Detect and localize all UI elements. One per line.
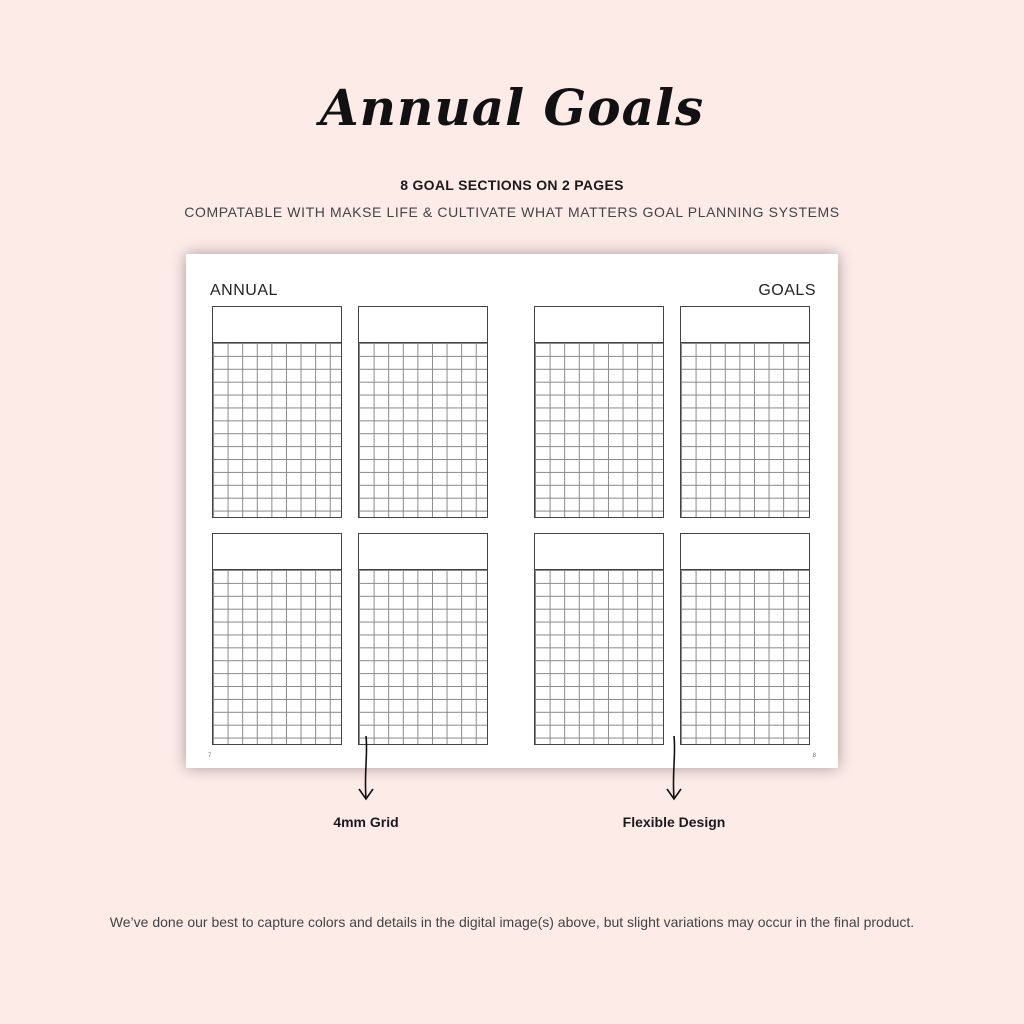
left-page-heading: ANNUAL [210, 282, 278, 299]
planner-spread [186, 254, 838, 768]
subtitle: 8 GOAL SECTIONS ON 2 PAGES [400, 177, 624, 193]
goal-title-box [359, 534, 487, 570]
goal-grid [681, 570, 809, 744]
goal-section [680, 533, 810, 745]
left-page-number: 7 [208, 753, 212, 759]
goal-grid [535, 343, 663, 517]
goal-section [534, 533, 664, 745]
goal-grid [535, 570, 663, 744]
goal-title-box [681, 307, 809, 343]
down-arrow-icon [356, 734, 376, 804]
goal-section [358, 533, 488, 745]
goal-grid [681, 343, 809, 517]
goal-grid [213, 570, 341, 744]
right-page-heading: GOALS [758, 282, 816, 299]
goal-grid [359, 343, 487, 517]
goal-section [534, 306, 664, 518]
goal-section [680, 306, 810, 518]
goal-title-box [359, 307, 487, 343]
design-caption: Flexible Design [622, 814, 726, 830]
goal-section [212, 533, 342, 745]
goal-title-box [535, 534, 663, 570]
goal-grid [359, 570, 487, 744]
page-title: Annual Goals [319, 78, 705, 137]
goal-title-box [213, 534, 341, 570]
disclaimer: We’ve done our best to capture colors and details in the digital image(s) above, but slight variations may occur in the final product. [109, 914, 915, 930]
right-page-number: 8 [812, 753, 816, 759]
grid-caption: 4mm Grid [333, 814, 399, 830]
goal-title-box [535, 307, 663, 343]
goal-title-box [213, 307, 341, 343]
goal-title-box [681, 534, 809, 570]
tagline: COMPATABLE WITH MAKSE LIFE & CULTIVATE WHAT MATTERS GOAL PLANNING SYSTEMS [184, 204, 840, 220]
goal-section [358, 306, 488, 518]
goal-section [212, 306, 342, 518]
down-arrow-icon [664, 734, 684, 804]
goal-grid [213, 343, 341, 517]
